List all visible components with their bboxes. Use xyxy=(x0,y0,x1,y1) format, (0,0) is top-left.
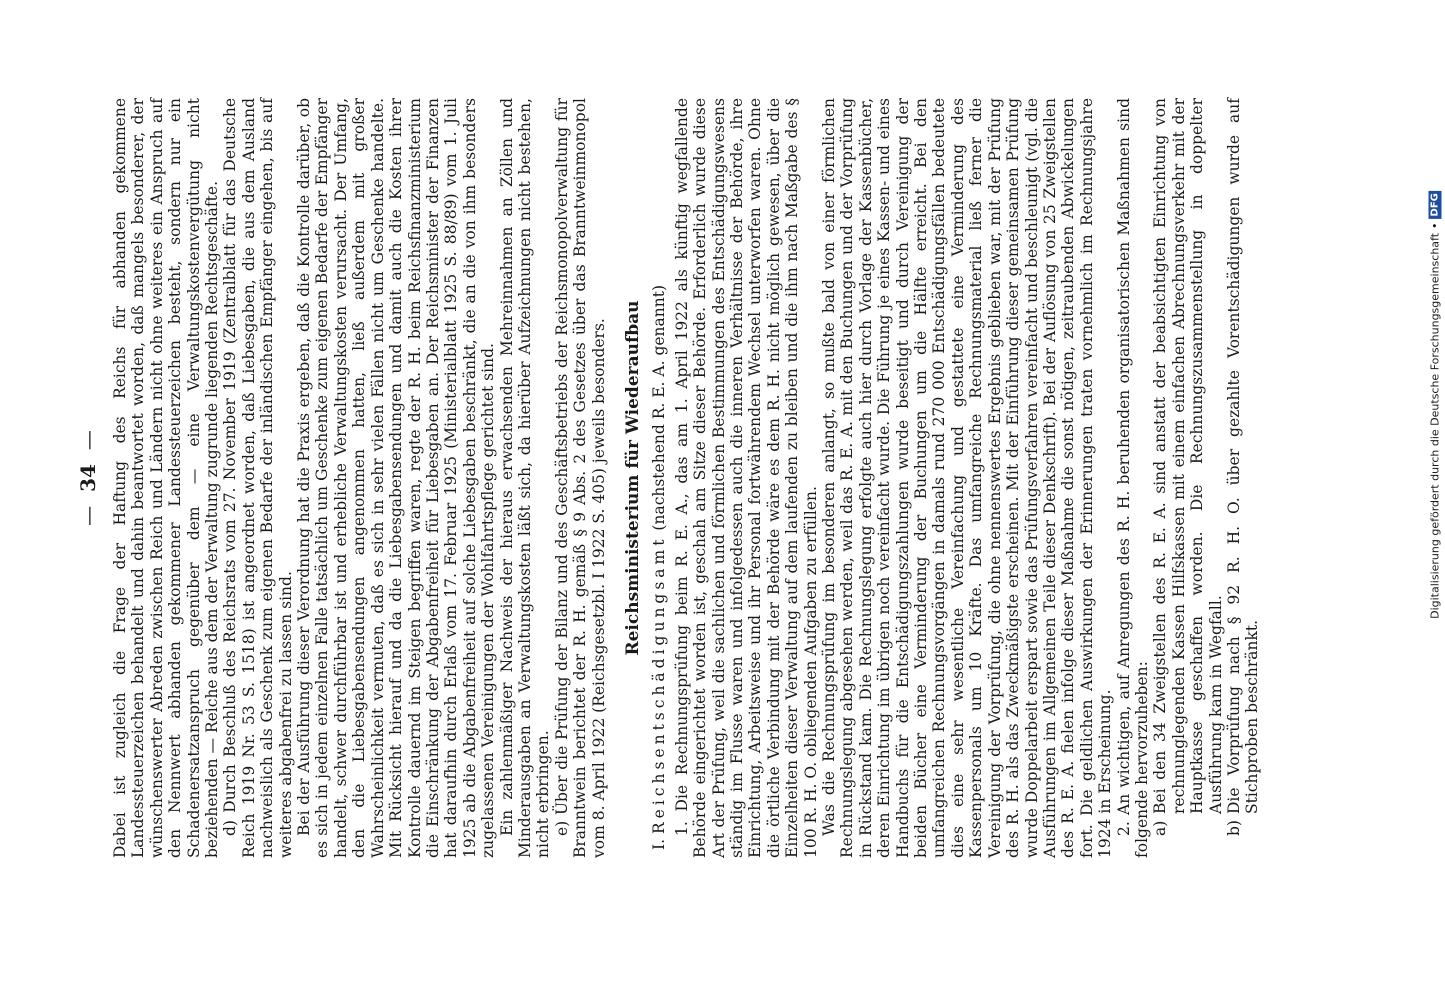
document-page xyxy=(75,98,1262,858)
section-paragraph-1: 1. Die Rechnungsprüfung beim R. E. A., das am 1. April 1922 als künftig wegfallende Behörde eingerichtet worden ist, geschah am Sitze dieser Behörde. Erforderlich wurde diese Art der Prüfung, weil die sachlichen und förmlichen Bestimmungen des Entschädigungswesens ständig im Flusse waren und infolgedessen auch die inneren Verhältnisse der Behörde, ihre Einrichtung, Arbeitsweise und ihr Personal fortwährendem Wechsel unterworfen waren. Ohne die örtliche Verbindung mit der Behörde wäre es dem R. H. nicht möglich gewesen, über die Einzelheiten dieser Verwaltung auf dem laufenden zu bleiben und die ihm nach Maßgabe des § 100 R. H. O. obliegenden Aufgaben zu erfüllen. xyxy=(672,98,820,858)
subheading xyxy=(650,98,668,850)
list-item-label: a) xyxy=(1151,820,1170,836)
paragraph-5: e) Über die Prüfung der Bilanz und des Geschäftsbetriebs der Reichsmonopolverwaltung für Branntwein berichtet der R. H. gemäß § 9 Abs. 2 des Gesetzes über das Branntweinmonopol vom 8. April 1922 (Reichsgesetzbl. I 1922 S. 405) jeweils besonders. xyxy=(552,98,608,858)
paragraph-1: Dabei ist zugleich die Frage der Haftung des Reichs für abhanden gekommene Landessteuerzeichen behandelt und dahin beantwortet worden, daß mangels besonderer, der wünschenswerter Abreden zwischen Reich und Ländern nicht ohne weiteres ein Anspruch auf den Nennwert abhanden gekommener Landessteuerzeichen besteht, sondern nur ein Schadenersatzanspruch gegenüber dem — eine Verwaltungskostenvergütung nicht beziehenden — Reiche aus dem der Verwaltung zugrunde liegenden Rechtsgeschäfte. xyxy=(111,98,222,858)
list-item-text: Bei den 34 Zweigstellen des R. E. A. sind anstatt der beabsichtigten Einrichtung von rechnunglegenden Kassen Hilfskassen mit einem einfachen Abrechnungsverkehr mit der Hauptkasse geschaffen worden. Die Rechnungszusammenstellung in doppelter Ausführung kam in Wegfall. xyxy=(1151,98,1225,814)
list-item-b xyxy=(1225,98,1262,836)
section-heading: Reichsministerium für Wiederaufbau xyxy=(622,300,643,656)
page-number: —34— xyxy=(76,430,100,526)
subheading-title: Reichsentschädigungsamt xyxy=(650,535,669,834)
subheading-number: I. xyxy=(650,838,669,850)
section-paragraph-3: 2. An wichtigen, auf Anregungen des R. H. beruhenden organisatorischen Maßnahmen sind folgende hervorzuheben: xyxy=(1114,98,1151,858)
list-item-text: Die Vorprüfung nach § 92 R. H. O. über gezahlte Vorentschädigungen wurde auf Stichproben beschränkt. xyxy=(1224,98,1262,814)
page-number-value: 34 xyxy=(76,464,100,492)
section-paragraph-2: Was die Rechnungsprüfung im besonderen anlangt, so mußte bald von einer förmlichen Rechnungslegung abgesehen werden, weil das R. E. A. mit den Buchungen und der Vorprüfung in Rückstand kam. Die Rechnungslegung erfolgte auch hier durch Vorlage der Kassenbücher, deren Einrichtung im übrigen noch vereinfacht wurde. Die Führung je eines Kassen- und eines Handbuchs für die Entschädigungszahlungen wurde beseitigt und durch Vereinigung der beiden Bücher eine Verminderung der Buchungen um die Hälfte erreicht. Bei den umfangreichen Rechnungsvorgängen in damals rund 270 000 Entschädigungsfällen bedeutete dies eine sehr wesentliche Vereinfachung und gestattete eine Verminderung des Kassenpersonals um 10 Kräfte. Das umfangreiche Rechnungsmaterial ließ ferner die Vereinigung der Vorprüfung, die ohne nennenswertes Ergebnis geblieben war, mit der Prüfung des R. H. als das Zweckmäßigste erscheinen. Mit der Einführung dieser gemeinsamen Prüfung wurde Doppelarbeit erspart sowie das Prüfungsverfahren vereinfacht und beschleunigt (vgl. die Ausführungen im Allgemeinen Teile dieser Denkschrift). Bei der Auflösung von 25 Zweigstellen des R. E. A. fielen infolge dieser Maßnahme die sonst nötigen, zeitraubenden Abwickelungen fort. Die geldlichen Auswirkungen der Erinnerungen traten vornehmlich im Rechnungsjahre 1924 in Erscheinung. xyxy=(820,98,1115,858)
digitization-credit: Digitalisierung gefördert durch die Deutsche Forschungsgemeinschaft • DFG xyxy=(1428,193,1442,619)
dfg-logo: DFG xyxy=(1429,193,1441,217)
subheading-note: (nachstehend R. E. A. genannt) xyxy=(650,285,669,531)
credit-text: Digitalisierung gefördert durch die Deutsche Forschungsgemeinschaft xyxy=(1428,232,1442,619)
paragraph-2: d) Durch Beschluß des Reichsrats vom 27. November 1919 (Zentralblatt für das Deutsche Reich 1919 Nr. 53 S. 1518) ist angeordnet worden, daß Liebesgaben, die aus dem Ausland nachweislich als Geschenk zum eigenen Bedarfe der inländischen Empfänger eingehen, bis auf weiteres abgabenfrei zu lassen sind. xyxy=(221,98,295,858)
list-item-a xyxy=(1151,98,1225,836)
paragraph-3: Bei der Ausführung dieser Verordnung hat die Praxis ergeben, daß die Kontrolle darüber, ob es sich in jedem einzelnen Falle tatsächlich um Geschenke zum eigenen Bedarfe der Empfänger handelt, schwer durchführbar ist und erhebliche Verwaltungskosten verursacht. Der Umfang, den die Liebesgabensendungen angenommen hatten, ließ außerdem mit großer Wahrscheinlichkeit vermuten, daß es sich in sehr vielen Fällen nicht um Geschenke handelte. Mit Rücksicht hierauf und da die Liebesgabensendungen und damit auch die Kosten ihrer Kontrolle dauernd im Steigen begriffen waren, regte der R. H. beim Reichsfinanzministerium die Einschränkung der Abgabenfreiheit für Liebesgaben an. Der Reichsminister der Finanzen hat daraufhin durch Erlaß vom 17. Februar 1925 (Ministerialblatt 1925 S. 88/89) vom 1. Juli 1925 ab die Abgabenfreiheit auf solche Liebesgaben beschränkt, die an die von ihm besonders zugelassenen Vereinigungen der Wohlfahrtspflege gerichtet sind. xyxy=(295,98,498,858)
list-item-label: b) xyxy=(1224,820,1243,836)
paragraph-4: Ein zahlenmäßiger Nachweis der hieraus erwachsenden Mehreinnahmen an Zöllen und Minderausgaben an Verwaltungskosten läßt sich, da hierüber Aufzeichnungen nicht bestehen, nicht erbringen. xyxy=(497,98,553,858)
